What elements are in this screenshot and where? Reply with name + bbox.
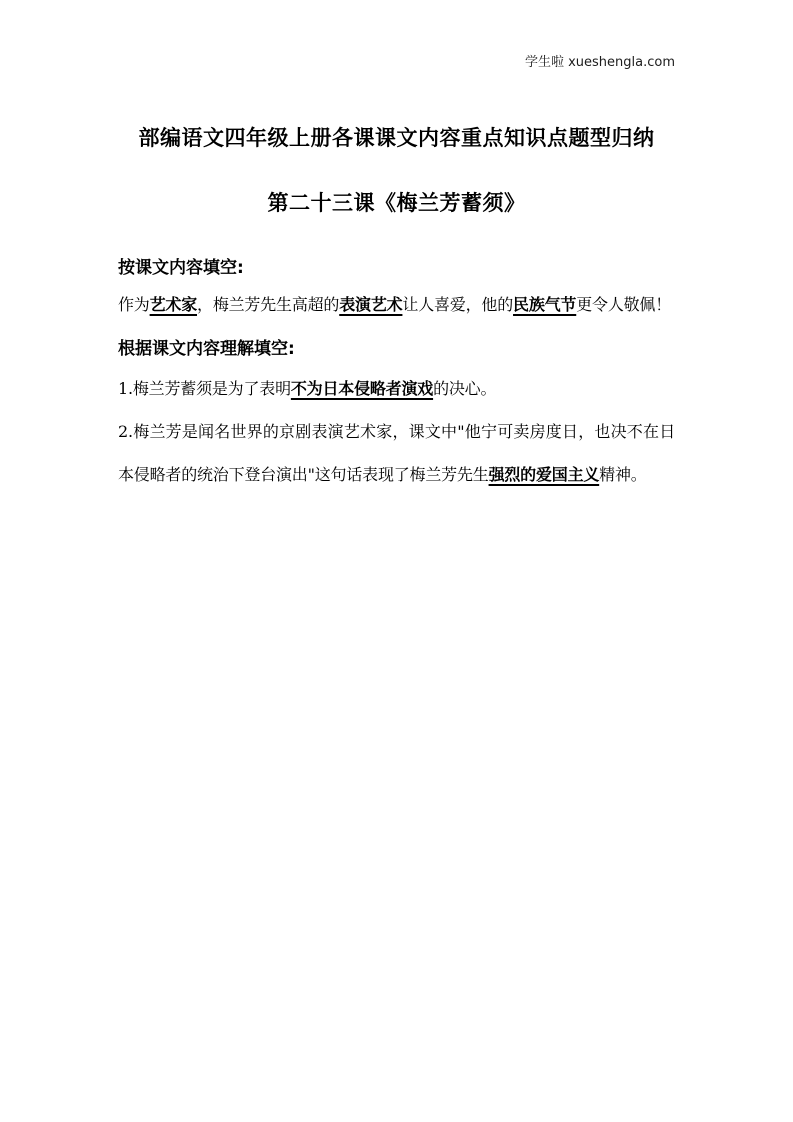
answer-blank: 表演艺术 [339, 295, 403, 314]
text-run: 精神。 [599, 465, 647, 484]
text-run: 更令人敬佩！ [576, 295, 672, 314]
answer-blank: 民族气节 [513, 295, 577, 314]
lesson-title: 第二十三课《梅兰芳蓄须》 [267, 191, 526, 215]
text-run: 的决心。 [433, 379, 497, 398]
section-heading-fill-by-text: 按课文内容填空: [118, 258, 244, 278]
answer-blank: 不为日本侵略者演戏 [290, 379, 434, 398]
answer-blank: 强烈的爱国主义 [488, 465, 600, 484]
text-run: ，梅兰芳先生高超的 [197, 295, 340, 314]
comprehension-item-2 [118, 410, 675, 496]
comprehension-item-1 [118, 367, 675, 410]
fill-by-text-paragraph [118, 283, 675, 326]
document-title: 部编语文四年级上册各课课文内容重点知识点题型归纳 [138, 126, 655, 150]
section-heading-comprehension: 根据课文内容理解填空: [118, 339, 295, 359]
text-run: 1.梅兰芳蓄须是为了表明 [118, 379, 291, 398]
answer-blank: 艺术家 [149, 295, 198, 314]
text-run: 让人喜爱，他的 [402, 295, 514, 314]
text-run: 2.梅兰芳是闻名世界的京剧表演艺术家，课文中"他宁可卖房度日，也决不在日本侵略者的统治下登台演出"这句话表现了梅兰芳先生 [118, 422, 675, 484]
text-run: 作为 [118, 295, 150, 314]
site-watermark: 学生啦 xueshengla.com [524, 55, 675, 70]
